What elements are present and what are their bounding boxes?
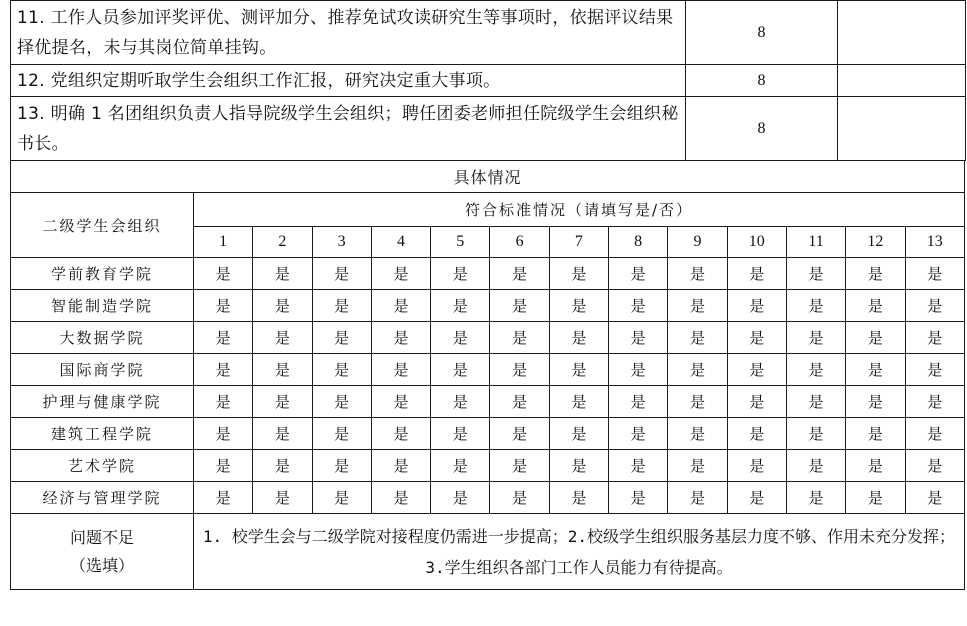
standard-header: 符合标准情况（请填写是/否） bbox=[193, 193, 964, 227]
compliance-cell[interactable]: 是 bbox=[253, 482, 312, 514]
compliance-cell[interactable]: 是 bbox=[490, 290, 549, 322]
compliance-cell[interactable]: 是 bbox=[905, 290, 965, 322]
compliance-cell[interactable]: 是 bbox=[431, 322, 490, 354]
compliance-cell[interactable]: 是 bbox=[846, 354, 905, 386]
org-name: 经济与管理学院 bbox=[11, 482, 194, 514]
compliance-cell[interactable]: 是 bbox=[253, 290, 312, 322]
compliance-cell[interactable]: 是 bbox=[490, 482, 549, 514]
compliance-cell[interactable]: 是 bbox=[549, 450, 608, 482]
compliance-cell[interactable]: 是 bbox=[549, 418, 608, 450]
compliance-cell[interactable]: 是 bbox=[727, 450, 786, 482]
compliance-cell[interactable]: 是 bbox=[193, 450, 252, 482]
criteria-result-cell[interactable] bbox=[838, 1, 966, 65]
compliance-cell[interactable]: 是 bbox=[549, 322, 608, 354]
standard-number-cell: 9 bbox=[668, 227, 727, 258]
standard-number-cell: 10 bbox=[727, 227, 786, 258]
problems-label bbox=[11, 514, 194, 590]
compliance-cell[interactable]: 是 bbox=[371, 322, 430, 354]
criteria-score: 8 bbox=[686, 65, 838, 97]
compliance-cell[interactable]: 是 bbox=[609, 258, 668, 290]
section-title-row bbox=[11, 161, 965, 193]
compliance-cell[interactable]: 是 bbox=[312, 386, 371, 418]
compliance-cell[interactable]: 是 bbox=[846, 386, 905, 418]
compliance-cell[interactable]: 是 bbox=[727, 290, 786, 322]
compliance-cell[interactable]: 是 bbox=[490, 386, 549, 418]
standard-number-cell: 11 bbox=[786, 227, 845, 258]
compliance-cell[interactable]: 是 bbox=[253, 450, 312, 482]
compliance-cell[interactable]: 是 bbox=[668, 386, 727, 418]
compliance-cell[interactable]: 是 bbox=[786, 258, 845, 290]
compliance-cell[interactable]: 是 bbox=[253, 386, 312, 418]
problems-text[interactable]: 1. 校学生会与二级学院对接程度仍需进一步提高；2.校级学生组织服务基层力度不够、作用未充分发挥；3.学生组织各部门工作人员能力有待提高。 bbox=[193, 514, 964, 590]
compliance-cell[interactable]: 是 bbox=[846, 322, 905, 354]
compliance-cell[interactable]: 是 bbox=[609, 450, 668, 482]
compliance-cell[interactable]: 是 bbox=[490, 258, 549, 290]
evaluation-form bbox=[10, 0, 965, 626]
compliance-cell[interactable]: 是 bbox=[431, 354, 490, 386]
compliance-cell[interactable]: 是 bbox=[668, 258, 727, 290]
compliance-cell[interactable]: 是 bbox=[786, 290, 845, 322]
compliance-cell[interactable]: 是 bbox=[371, 386, 430, 418]
org-name: 护理与健康学院 bbox=[11, 386, 194, 418]
criteria-row bbox=[11, 97, 966, 161]
compliance-cell[interactable]: 是 bbox=[193, 290, 252, 322]
compliance-cell[interactable]: 是 bbox=[609, 482, 668, 514]
org-name: 学前教育学院 bbox=[11, 258, 194, 290]
compliance-cell[interactable]: 是 bbox=[727, 322, 786, 354]
standard-number-cell: 7 bbox=[549, 227, 608, 258]
compliance-cell[interactable]: 是 bbox=[312, 482, 371, 514]
compliance-cell[interactable]: 是 bbox=[371, 354, 430, 386]
compliance-cell[interactable]: 是 bbox=[846, 258, 905, 290]
compliance-cell[interactable]: 是 bbox=[549, 258, 608, 290]
criteria-row bbox=[11, 65, 966, 97]
compliance-cell[interactable]: 是 bbox=[431, 450, 490, 482]
org-row bbox=[11, 450, 965, 482]
compliance-cell[interactable]: 是 bbox=[786, 354, 845, 386]
compliance-cell[interactable]: 是 bbox=[253, 354, 312, 386]
compliance-cell[interactable]: 是 bbox=[490, 322, 549, 354]
org-row bbox=[11, 482, 965, 514]
org-name: 艺术学院 bbox=[11, 450, 194, 482]
standard-number-cell: 5 bbox=[431, 227, 490, 258]
compliance-cell[interactable]: 是 bbox=[609, 418, 668, 450]
compliance-cell[interactable]: 是 bbox=[846, 450, 905, 482]
compliance-cell[interactable]: 是 bbox=[431, 258, 490, 290]
compliance-cell[interactable]: 是 bbox=[609, 386, 668, 418]
compliance-cell[interactable]: 是 bbox=[668, 322, 727, 354]
compliance-cell[interactable]: 是 bbox=[371, 290, 430, 322]
section-title: 具体情况 bbox=[11, 161, 965, 193]
standard-number-cell: 12 bbox=[846, 227, 905, 258]
compliance-cell[interactable]: 是 bbox=[905, 258, 965, 290]
compliance-cell[interactable]: 是 bbox=[193, 418, 252, 450]
compliance-cell[interactable]: 是 bbox=[668, 450, 727, 482]
compliance-table bbox=[10, 160, 965, 590]
compliance-cell[interactable]: 是 bbox=[905, 482, 965, 514]
compliance-cell[interactable]: 是 bbox=[371, 258, 430, 290]
standard-number-cell: 3 bbox=[312, 227, 371, 258]
criteria-result-cell[interactable] bbox=[838, 97, 966, 161]
compliance-cell[interactable]: 是 bbox=[727, 354, 786, 386]
compliance-cell[interactable]: 是 bbox=[193, 482, 252, 514]
compliance-cell[interactable]: 是 bbox=[431, 418, 490, 450]
compliance-cell[interactable]: 是 bbox=[727, 418, 786, 450]
compliance-cell[interactable]: 是 bbox=[253, 418, 312, 450]
org-row bbox=[11, 354, 965, 386]
compliance-cell[interactable]: 是 bbox=[905, 418, 965, 450]
compliance-cell[interactable]: 是 bbox=[846, 290, 905, 322]
compliance-cell[interactable]: 是 bbox=[549, 290, 608, 322]
compliance-cell[interactable]: 是 bbox=[609, 290, 668, 322]
compliance-cell[interactable]: 是 bbox=[786, 418, 845, 450]
compliance-cell[interactable]: 是 bbox=[371, 450, 430, 482]
standard-number-cell: 13 bbox=[905, 227, 965, 258]
standard-number-cell: 8 bbox=[609, 227, 668, 258]
compliance-cell[interactable]: 是 bbox=[193, 322, 252, 354]
compliance-cell[interactable]: 是 bbox=[312, 322, 371, 354]
problems-label-optional: （选填） bbox=[69, 555, 134, 575]
compliance-cell[interactable]: 是 bbox=[253, 258, 312, 290]
compliance-cell[interactable]: 是 bbox=[490, 354, 549, 386]
compliance-cell[interactable]: 是 bbox=[431, 290, 490, 322]
compliance-cell[interactable]: 是 bbox=[253, 322, 312, 354]
compliance-cell[interactable]: 是 bbox=[905, 354, 965, 386]
criteria-text: 11. 工作人员参加评奖评优、测评加分、推荐免试攻读研究生等事项时，依据评议结果择优提名，未与其岗位简单挂钩。 bbox=[11, 1, 686, 65]
compliance-cell[interactable]: 是 bbox=[905, 322, 965, 354]
compliance-cell[interactable]: 是 bbox=[371, 482, 430, 514]
compliance-cell[interactable]: 是 bbox=[312, 290, 371, 322]
org-row bbox=[11, 386, 965, 418]
compliance-cell[interactable]: 是 bbox=[905, 386, 965, 418]
compliance-cell[interactable]: 是 bbox=[668, 418, 727, 450]
compliance-cell[interactable]: 是 bbox=[609, 354, 668, 386]
criteria-text: 12. 党组织定期听取学生会组织工作汇报，研究决定重大事项。 bbox=[11, 65, 686, 97]
compliance-cell[interactable]: 是 bbox=[371, 418, 430, 450]
compliance-cell[interactable]: 是 bbox=[668, 482, 727, 514]
compliance-cell[interactable]: 是 bbox=[490, 450, 549, 482]
org-row bbox=[11, 258, 965, 290]
compliance-cell[interactable]: 是 bbox=[549, 386, 608, 418]
org-name: 大数据学院 bbox=[11, 322, 194, 354]
standard-number-cell: 6 bbox=[490, 227, 549, 258]
compliance-cell[interactable]: 是 bbox=[668, 354, 727, 386]
grid-header-row bbox=[11, 193, 965, 227]
compliance-cell[interactable]: 是 bbox=[312, 354, 371, 386]
criteria-table bbox=[10, 0, 966, 161]
criteria-text: 13. 明确 1 名团组织负责人指导院级学生会组织；聘任团委老师担任院级学生会组织秘书长。 bbox=[11, 97, 686, 161]
compliance-cell[interactable]: 是 bbox=[490, 418, 549, 450]
compliance-cell[interactable]: 是 bbox=[727, 258, 786, 290]
criteria-score: 8 bbox=[686, 97, 838, 161]
standard-number-cell: 1 bbox=[193, 227, 252, 258]
compliance-cell[interactable]: 是 bbox=[786, 482, 845, 514]
org-name: 智能制造学院 bbox=[11, 290, 194, 322]
compliance-cell[interactable]: 是 bbox=[609, 322, 668, 354]
compliance-cell[interactable]: 是 bbox=[431, 482, 490, 514]
compliance-cell[interactable]: 是 bbox=[727, 386, 786, 418]
compliance-cell[interactable]: 是 bbox=[668, 290, 727, 322]
problems-row bbox=[11, 514, 965, 590]
compliance-cell[interactable]: 是 bbox=[549, 354, 608, 386]
compliance-cell[interactable]: 是 bbox=[846, 418, 905, 450]
org-row bbox=[11, 418, 965, 450]
compliance-cell[interactable]: 是 bbox=[193, 386, 252, 418]
org-column-header: 二级学生会组织 bbox=[11, 193, 194, 258]
compliance-cell[interactable]: 是 bbox=[312, 258, 371, 290]
criteria-score: 8 bbox=[686, 1, 838, 65]
org-row bbox=[11, 290, 965, 322]
compliance-cell[interactable]: 是 bbox=[312, 418, 371, 450]
compliance-cell[interactable]: 是 bbox=[905, 450, 965, 482]
compliance-cell[interactable]: 是 bbox=[786, 450, 845, 482]
org-name: 国际商学院 bbox=[11, 354, 194, 386]
criteria-row bbox=[11, 1, 966, 65]
compliance-cell[interactable]: 是 bbox=[727, 482, 786, 514]
compliance-cell[interactable]: 是 bbox=[846, 482, 905, 514]
compliance-cell[interactable]: 是 bbox=[431, 386, 490, 418]
org-name: 建筑工程学院 bbox=[11, 418, 194, 450]
compliance-cell[interactable]: 是 bbox=[786, 322, 845, 354]
compliance-cell[interactable]: 是 bbox=[786, 386, 845, 418]
org-row bbox=[11, 322, 965, 354]
standard-number-cell: 4 bbox=[371, 227, 430, 258]
standard-number-cell: 2 bbox=[253, 227, 312, 258]
criteria-result-cell[interactable] bbox=[838, 65, 966, 97]
compliance-cell[interactable]: 是 bbox=[549, 482, 608, 514]
compliance-cell[interactable]: 是 bbox=[193, 354, 252, 386]
problems-label-title: 问题不足 bbox=[69, 527, 134, 547]
compliance-cell[interactable]: 是 bbox=[312, 450, 371, 482]
compliance-cell[interactable]: 是 bbox=[193, 258, 252, 290]
